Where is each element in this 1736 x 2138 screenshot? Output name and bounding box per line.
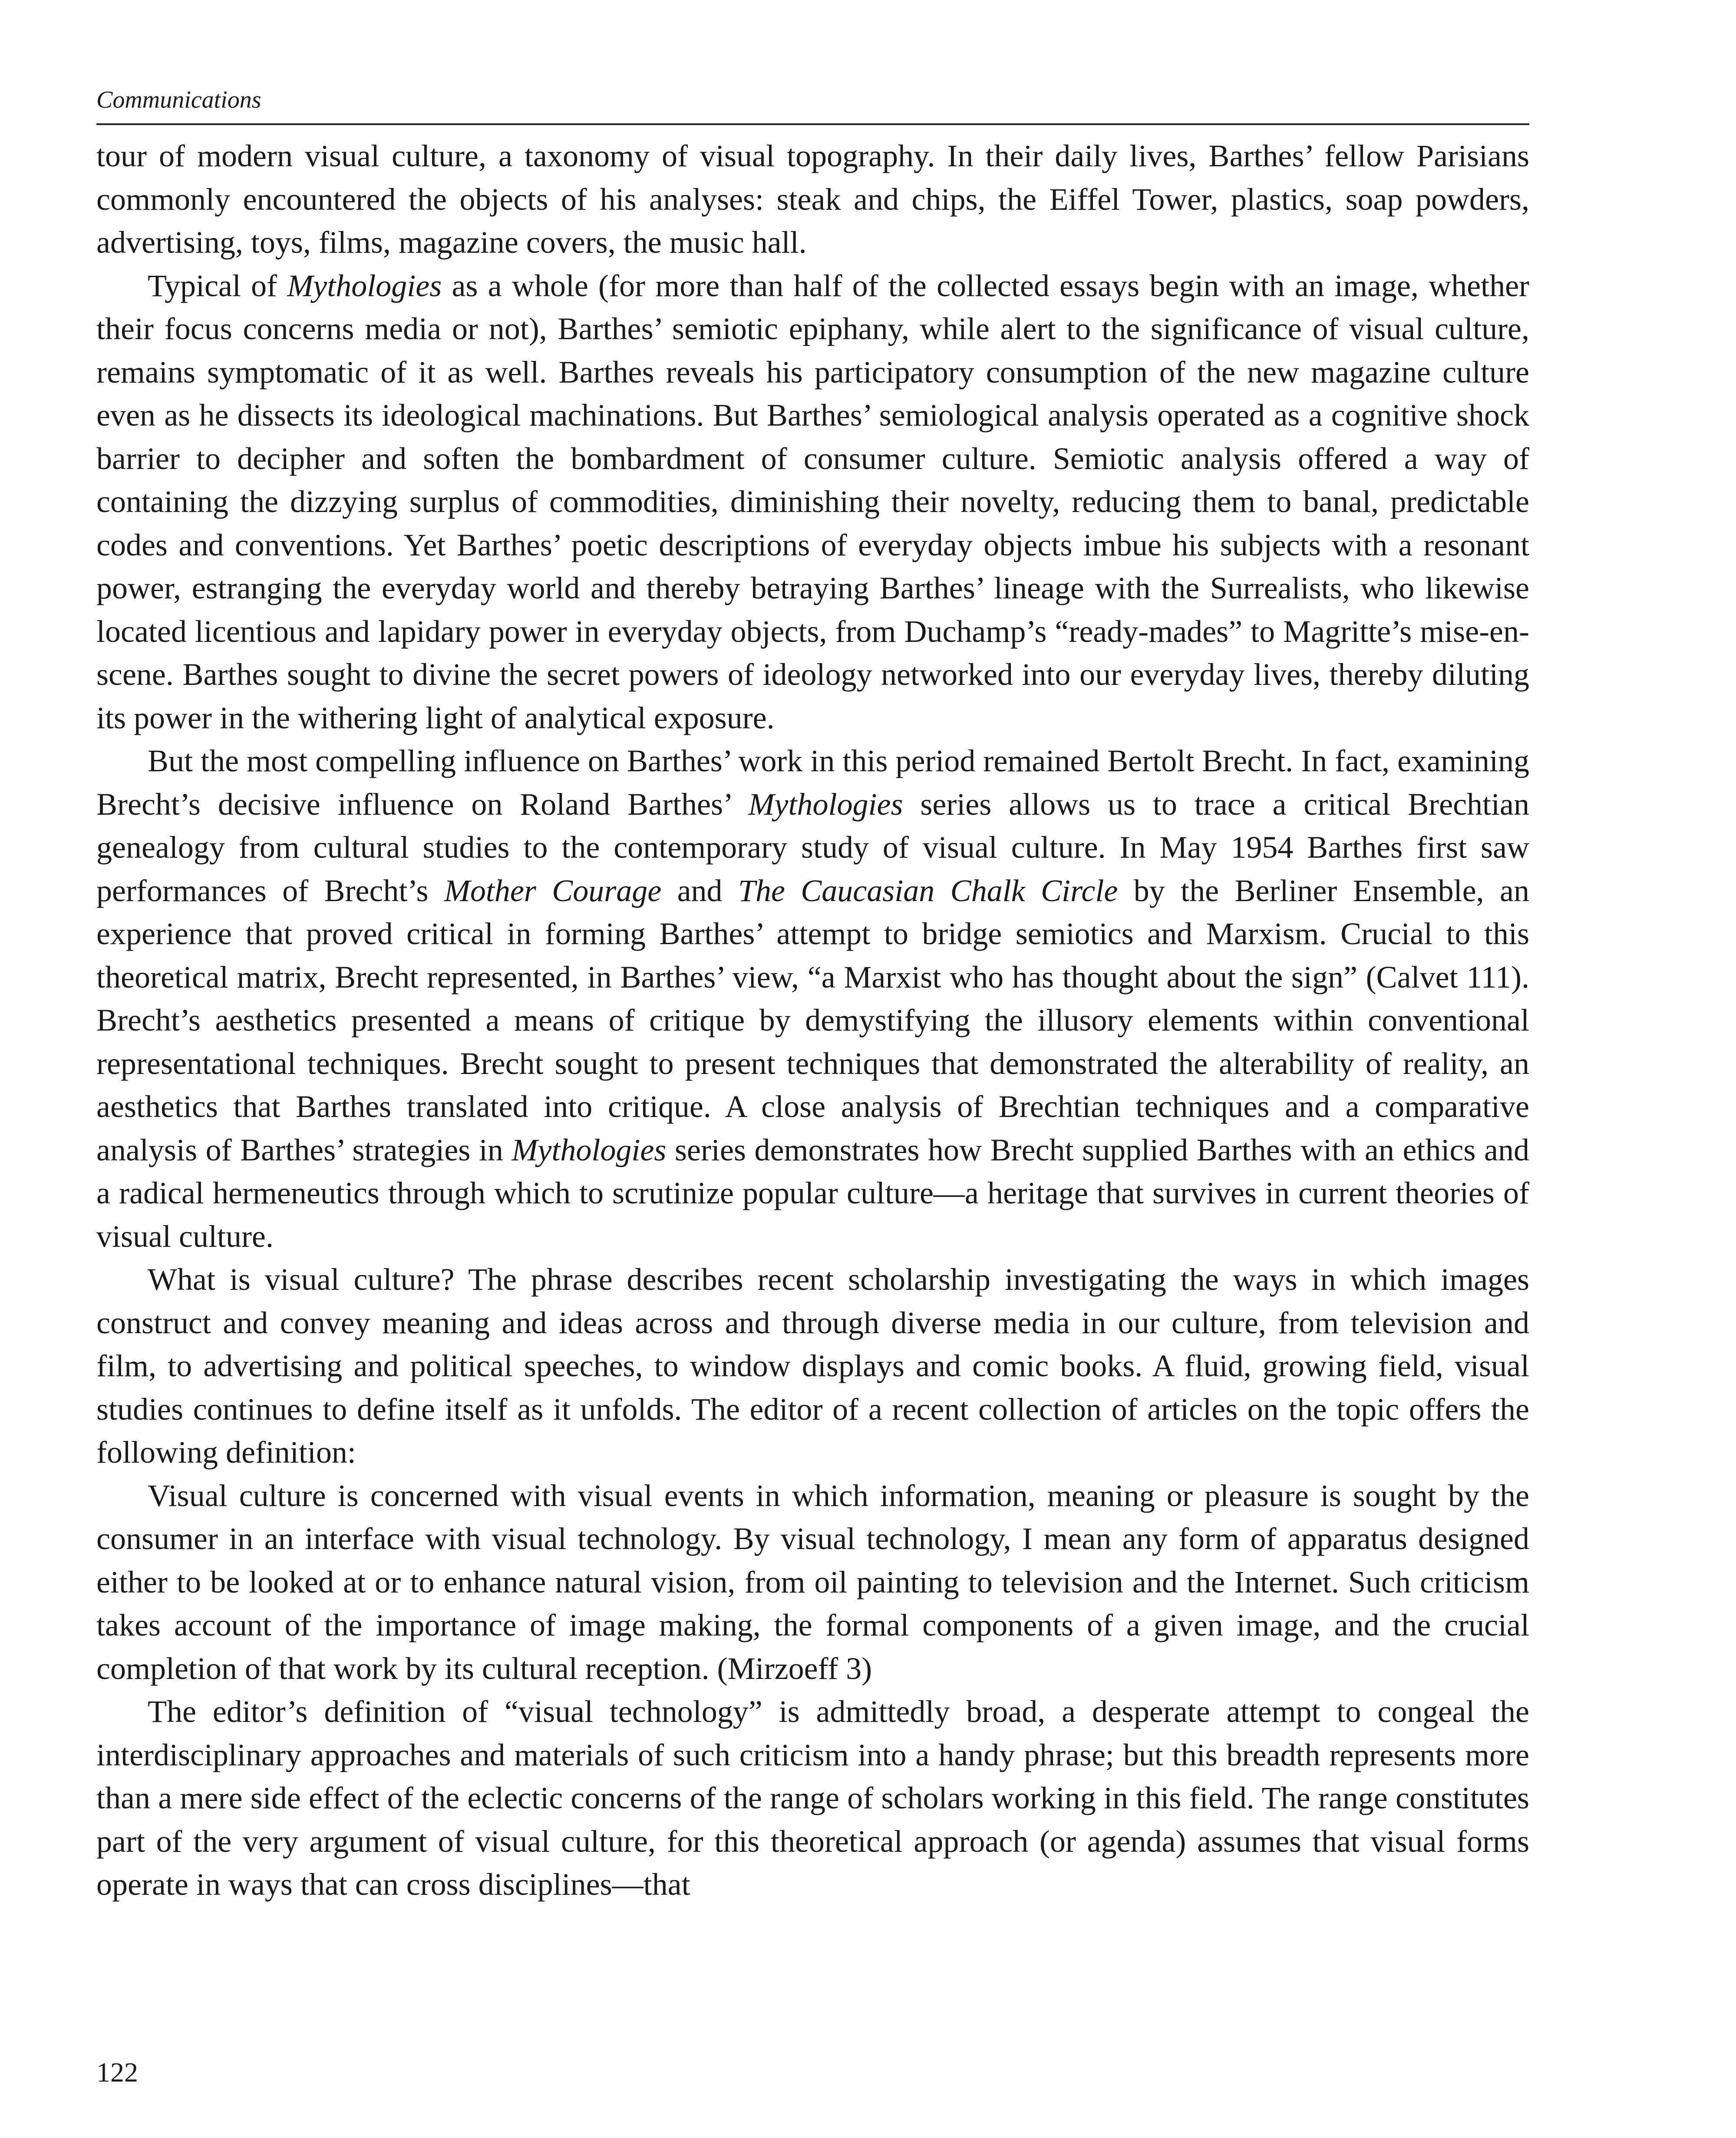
text-run: What is visual culture? The phrase describes recent scholarship investigating the ways in which images construct and convey meaning and ideas across and through diverse media in our culture, from television and film, to advertising and political speeches, to window displays and comic books. A fluid, growing field, visual studies continues to define itself as it unfolds. The editor of a recent collection of articles on the topic offers the following definition: — [96, 1262, 1529, 1470]
paragraph — [96, 264, 1529, 740]
page — [96, 83, 1529, 1907]
page-number: 122 — [96, 2057, 138, 2088]
italic-title: The Caucasian Chalk Circle — [738, 873, 1118, 908]
text-run: by the Berliner Ensemble, an experience that proved critical in forming Barthes’ attempt to bridge semiotics and Marxism. Crucial to this theoretical matrix, Brecht represented, in Barthes’ view, “a Marxist who has thought about the sign” (Calvet 111). Brecht’s aesthetics presented a means of critique by demystifying the illusory elements within conventional representational techniques. Brecht sought to present techniques that demonstrated the alterability of reality, an aesthetics that Barthes translated into critique. A close analysis of Brechtian techniques and a comparative analysis of Barthes’ strategies in — [96, 873, 1529, 1167]
italic-title: Mother Courage — [444, 873, 662, 908]
text-run: Visual culture is concerned with visual events in which information, meaning or pleasure is sought by the consumer in an interface with visual technology. By visual technology, I mean any form of apparatus designed either to be looked at or to enhance natural vision, from oil painting to television and the Internet. Such criticism takes account of the importance of image making, the formal components of a given image, and the crucial completion of that work by its cultural reception. (Mirzoeff 3) — [96, 1478, 1529, 1686]
block-quote — [96, 1474, 1529, 1691]
text-run: Typical of — [148, 268, 287, 303]
text-run: But the most compelling influence on Barthes’ work in this period remained Bertolt Brecht. In fact, examining Brecht’s decisive influence on Roland Barthes’ — [96, 744, 1529, 822]
italic-title: Mythologies — [512, 1132, 667, 1167]
paragraph — [96, 740, 1529, 1258]
paragraph — [96, 1690, 1529, 1907]
text-run: series allows us to trace a critical Brechtian genealogy from cultural studies to the contemporary study of visual culture. In May 1954 Barthes first saw performances of Brecht’s — [96, 786, 1530, 908]
paragraph-continuation — [96, 135, 1529, 264]
text-run: tour of modern visual culture, a taxonomy of visual topography. In their daily lives, Barthes’ fellow Parisians commonly encountered the objects of his analyses: steak and chips, the Eiffel Tower, plastics, soap powders, advertising, toys, films, magazine covers, the music hall. — [96, 139, 1529, 260]
italic-title: Mythologies — [748, 786, 903, 822]
text-run: The editor’s definition of “visual technology” is admittedly broad, a desperate attempt to congeal the interdisciplinary approaches and materials of such criticism into a handy phrase; but this breadth represents more than a mere side effect of the eclectic concerns of the range of scholars working in this field. The range constitutes part of the very argument of visual culture, for this theoretical approach (or agenda) assumes that visual forms operate in ways that can cross disciplines—that — [96, 1694, 1529, 1902]
body-text — [96, 135, 1529, 1907]
running-head: Communications — [96, 83, 1529, 125]
text-run: series demonstrates how Brecht supplied Barthes with an ethics and a radical hermeneutics through which to scrutinize popular culture—a heritage that survives in current theories of visual culture. — [96, 1132, 1529, 1254]
text-run: as a whole (for more than half of the collected essays begin with an image, whether their focus concerns media or not), Barthes’ semiotic epiphany, while alert to the significance of visual culture, remains symptomatic of it as well. Barthes reveals his participatory consumption of the new magazine culture even as he dissects its ideological machinations. But Barthes’ semiological analysis operated as a cognitive shock barrier to decipher and soften the bombardment of consumer culture. Semiotic analysis offered a way of containing the dizzying surplus of commodities, diminishing their novelty, reducing them to banal, predictable codes and conventions. Yet Barthes’ poetic descriptions of everyday objects imbue his subjects with a resonant power, estranging the everyday world and thereby betraying Barthes’ lineage with the Surrealists, who likewise located licentious and lapidary power in everyday objects, from Duchamp’s “ready-mades” to Magritte’s mise-en-scene. Barthes sought to divine the secret powers of ideology networked into our everyday lives, thereby diluting its power in the withering light of analytical exposure. — [96, 268, 1529, 735]
text-run: and — [661, 873, 738, 908]
paragraph — [96, 1258, 1529, 1474]
italic-title: Mythologies — [287, 268, 442, 303]
